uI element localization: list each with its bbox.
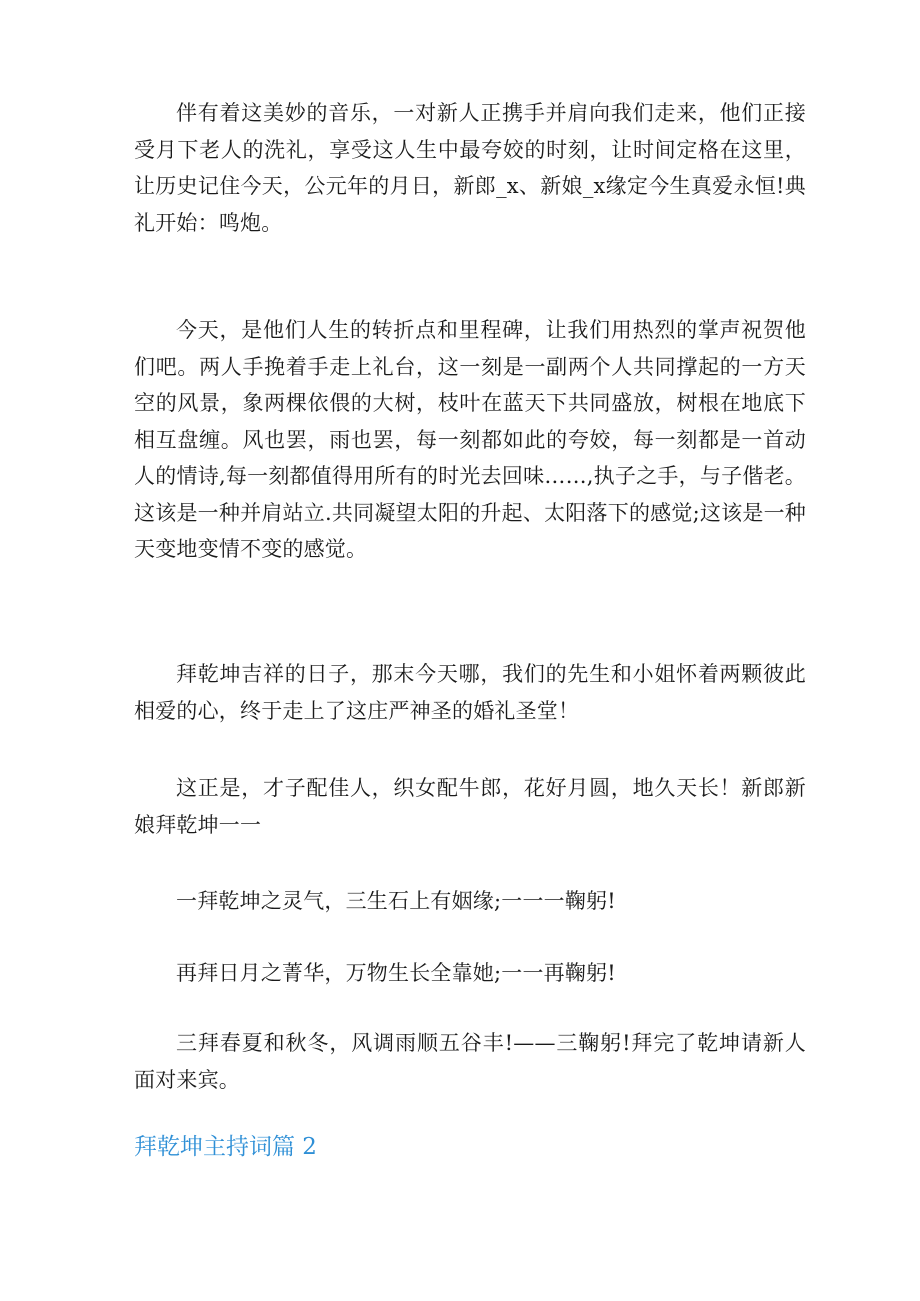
paragraph-opening: 伴有着这美妙的音乐，一对新人正携手并肩向我们走来，他们正接受月下老人的洗礼，享受这人生中最夸姣的时刻，让时间定格在这里，让历史记住今天，公元年的月日，新郎_x、新娘_x缘定今生真爱永恒!典礼开始：鸣炮。 <box>134 101 806 235</box>
paragraph-auspicious-day: 拜乾坤吉祥的日子，那末今天哪，我们的先生和小姐怀着两颗彼此相爱的心，终于走上了这庄严神圣的婚礼圣堂！ <box>134 662 806 723</box>
paragraph-third-bow: 三拜春夏和秋冬，风调雨顺五谷丰!——三鞠躬!拜完了乾坤请新人面对来宾。 <box>134 1031 806 1092</box>
section-heading: 拜乾坤主持词篇 2 <box>134 1134 317 1160</box>
paragraph-perfect-match: 这正是，才子配佳人，织女配牛郎，花好月圆，地久天长！新郎新娘拜乾坤一一 <box>134 776 806 837</box>
paragraph-first-bow: 一拜乾坤之灵气，三生石上有姻缘;一一一鞠躬! <box>176 889 616 913</box>
paragraph-second-bow: 再拜日月之菁华，万物生长全靠她;一一再鞠躬! <box>176 961 616 985</box>
paragraph-turning-point: 今天，是他们人生的转折点和里程碑，让我们用热烈的掌声祝贺他们吧。两人手挽着手走上礼台，这一刻是一副两个人共同撑起的一方天空的风景，象两棵依偎的大树，枝叶在蓝天下共同盛放，树根在地底下相互盘缠。风也罢，雨也罢，每一刻都如此的夸姣，每一刻都是一首动人的情诗,每一刻都值得用所有的时光去回味……,执子之手，与子偕老。这该是一种并肩站立.共同凝望太阳的升起、太阳落下的感觉;这该是一种天变地变情不变的感觉。 <box>134 318 806 561</box>
